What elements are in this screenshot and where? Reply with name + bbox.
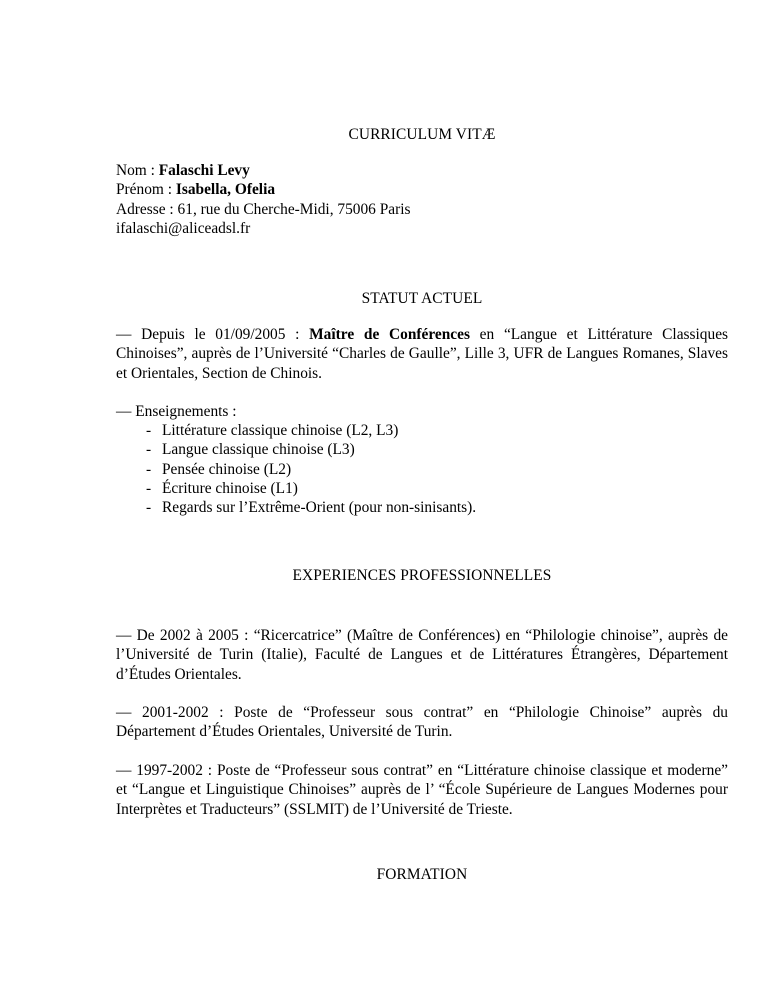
teaching-item-text: Écriture chinoise (L1): [162, 479, 298, 497]
statut-position-details: en “Langue et Littérature Classiques Chinoises”, auprès de l’Université “Charles de Gaulle”, Lille 3, UFR de Langues Romanes, Slaves et Orientales, Section de Chinois.: [116, 326, 729, 382]
name-line: [116, 161, 728, 180]
list-item: [146, 421, 706, 440]
list-dash: -: [146, 460, 152, 478]
list-dash: -: [146, 499, 152, 517]
list-item: [146, 479, 706, 498]
experience-paragraph: — De 2002 à 2005 : “Ricercatrice” (Maître de Conférences) en “Philologie chinoise”, auprès de l’Université de Turin (Italie), Faculté de Langues et de Littératures Étrangères, Département d’Études Orientales.: [116, 627, 728, 683]
statut-position-title: Maître de Conférences: [309, 326, 470, 343]
list-dash: -: [146, 422, 152, 439]
firstname-value: Isabella, Ofelia: [175, 181, 276, 199]
teaching-list: [146, 421, 706, 517]
list-dash: -: [146, 441, 152, 459]
email-line: ifalaschi@aliceadsl.fr: [116, 219, 251, 237]
formation-heading: FORMATION: [376, 866, 468, 883]
statut-position-prefix: — Depuis le 01/09/2005 :: [116, 326, 310, 343]
statut-position-paragraph: [116, 325, 728, 383]
experience-paragraph: — 2001-2002 : Poste de “Professeur sous contrat” en “Philologie Chinoise” auprès du Département d’Études Orientales, Université de Turin.: [116, 704, 728, 741]
list-item: [146, 440, 706, 459]
address-line: Adresse : 61, rue du Cherche-Midi, 75006 Paris: [116, 200, 411, 218]
teaching-item-text: Langue classique chinoise (L3): [162, 441, 355, 459]
firstname-label: Prénom :: [116, 181, 176, 199]
list-item: [146, 460, 706, 479]
experience-paragraph: — 1997-2002 : Poste de “Professeur sous contrat” en “Littérature chinoise classique et moderne” et “Langue et Linguistique Chinoises” auprès de l’ “École Supérieure de Langues Modernes pour Interprètes et Traducteurs” (SSLMIT) de l’Université de Trieste.: [116, 762, 728, 818]
list-item: [146, 498, 706, 517]
statut-heading: STATUT ACTUEL: [361, 290, 483, 307]
list-dash: -: [146, 479, 152, 497]
identity-block: [116, 161, 728, 238]
teaching-item-text: Regards sur l’Extrême-Orient (pour non-sinisants).: [162, 499, 477, 517]
experiences-heading: EXPERIENCES PROFESSIONNELLES: [292, 567, 552, 584]
name-label: Nom :: [116, 162, 159, 179]
teaching-item-text: Pensée chinoise (L2): [162, 460, 292, 478]
firstname-line: [116, 180, 728, 199]
teaching-item-text: Littérature classique chinoise (L2, L3): [162, 422, 399, 439]
teaching-label: — Enseignements :: [116, 403, 237, 420]
name-value: Falaschi Levy: [158, 162, 250, 179]
document-title: CURRICULUM VITÆ: [348, 126, 496, 143]
